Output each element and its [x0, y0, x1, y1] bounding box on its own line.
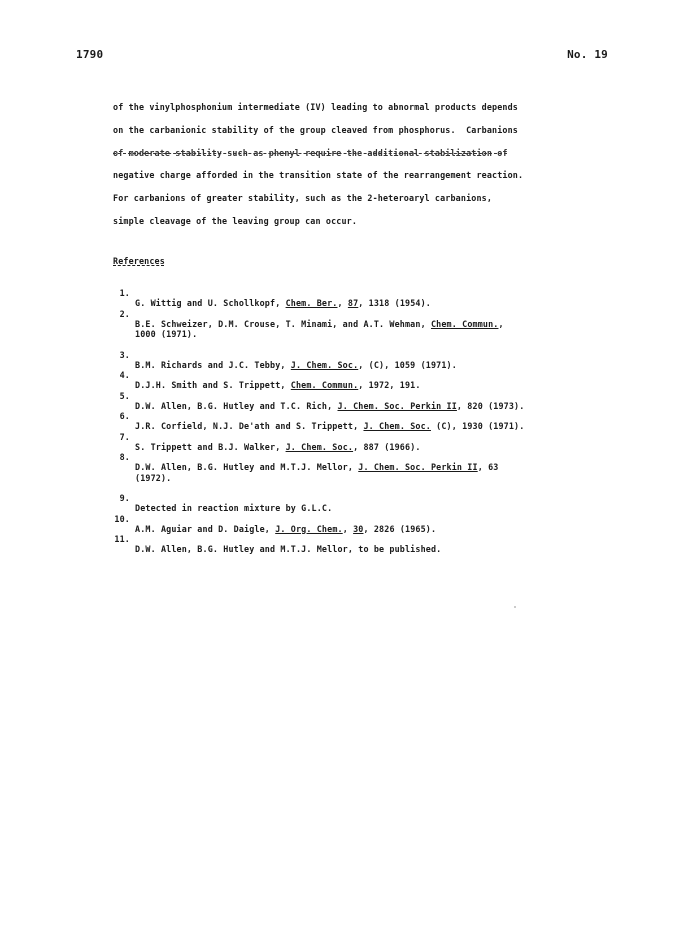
- reference-item: [105, 401, 575, 431]
- reference-list: [105, 278, 575, 554]
- body-line: For carbanions of greater stability, such as the 2-heteroaryl carbanions,: [113, 193, 493, 204]
- reference-continuation: [105, 319, 575, 340]
- reference-details: (C), 1930 (1971).: [430, 421, 525, 431]
- body-line: simple cleavage of the leaving group can occur.: [113, 215, 358, 226]
- reference-journal: J. Chem. Soc. Perkin II: [337, 400, 457, 411]
- body-paragraph: [113, 96, 573, 233]
- reference-item: [105, 278, 575, 308]
- reference-journal: Chem. Ber.: [285, 298, 338, 308]
- reference-number: 3.: [119, 349, 130, 360]
- reference-number: 4.: [119, 370, 130, 380]
- reference-continuation: [105, 463, 575, 484]
- reference-authors: G. Wittig and U. Schollkopf,: [135, 298, 286, 308]
- body-line: on the carbanionic stability of the group cleaved from phosphorus. Carbanions: [113, 124, 518, 135]
- reference-number: 5.: [119, 390, 130, 401]
- reference-item: [105, 340, 575, 370]
- reference-details: (1972).: [135, 472, 172, 483]
- page-number: 1790: [76, 48, 104, 61]
- reference-journal: J. Chem. Soc.: [285, 441, 354, 452]
- reference-journal: J. Org. Chem.: [275, 523, 343, 534]
- reference-item: [105, 483, 575, 513]
- reference-authors: J.R. Corfield, N.J. De'ath and S. Trippett,: [135, 421, 364, 431]
- reference-authors: S. Trippett and B.J. Walker,: [135, 441, 286, 452]
- reference-authors: D.W. Allen, B.G. Hutley and M.T.J. Mellor,: [135, 462, 359, 472]
- reference-number: 6.: [119, 411, 130, 421]
- reference-authors: B.M. Richards and J.C. Tebby,: [135, 359, 291, 370]
- body-line: of the vinylphosphonium intermediate (IV) leading to abnormal products depends: [113, 102, 518, 112]
- body-line: of moderate stability such as phenyl require the additional stabilization of: [113, 147, 508, 158]
- reference-authors: A.M. Aguiar and D. Daigle,: [135, 523, 276, 534]
- issue-number: No. 19: [567, 48, 608, 61]
- reference-authors: D.W. Allen, B.G. Hutley and T.C. Rich,: [135, 400, 338, 411]
- reference-journal: J. Chem. Soc.: [363, 421, 431, 431]
- reference-item: [105, 422, 575, 452]
- reference-number: 8.: [119, 452, 130, 462]
- reference-separator: ,: [342, 523, 354, 534]
- reference-volume: 30: [353, 523, 364, 534]
- references-heading: References: [113, 256, 165, 266]
- reference-item: [105, 381, 575, 411]
- reference-separator: ,: [337, 298, 348, 308]
- reference-details: , 63: [477, 462, 499, 472]
- reference-details: 1000 (1971).: [135, 329, 198, 339]
- reference-journal: J. Chem. Soc.: [290, 359, 359, 370]
- reference-details: , 820 (1973).: [456, 400, 525, 411]
- reference-number: 1.: [119, 288, 130, 298]
- reference-volume: 87: [347, 298, 359, 308]
- reference-number: 10.: [114, 513, 130, 524]
- reference-item: [105, 442, 575, 472]
- reference-details: ,: [498, 318, 504, 329]
- reference-journal: Chem. Commun.: [290, 380, 359, 390]
- reference-item: [105, 299, 575, 329]
- reference-number: 2.: [119, 308, 130, 319]
- reference-journal: Chem. Commun.: [430, 318, 499, 329]
- reference-number: 11.: [114, 534, 130, 544]
- reference-details: , (C), 1059 (1971).: [358, 359, 457, 370]
- reference-journal: J. Chem. Soc. Perkin II: [358, 462, 478, 472]
- reference-details: Detected in reaction mixture by G.L.C.: [135, 503, 333, 513]
- reference-number: 7.: [119, 431, 130, 442]
- reference-authors: D.J.H. Smith and S. Trippett,: [135, 380, 291, 390]
- reference-details: , 1318 (1954).: [358, 298, 431, 308]
- reference-details: , 887 (1966).: [353, 441, 421, 452]
- reference-item: [105, 360, 575, 390]
- reference-authors: B.E. Schweizer, D.M. Crouse, T. Minami, and A.T. Wehman,: [135, 318, 431, 329]
- reference-item: [105, 504, 575, 534]
- reference-number: 9.: [119, 493, 130, 503]
- reference-details: D.W. Allen, B.G. Hutley and M.T.J. Mellor, to be published.: [135, 544, 442, 554]
- body-line: negative charge afforded in the transition state of the rearrangement reaction.: [113, 170, 524, 181]
- reference-item: [105, 524, 575, 554]
- reference-details: , 1972, 191.: [358, 380, 421, 390]
- scan-speck: [514, 606, 516, 608]
- reference-details: , 2826 (1965).: [363, 523, 437, 534]
